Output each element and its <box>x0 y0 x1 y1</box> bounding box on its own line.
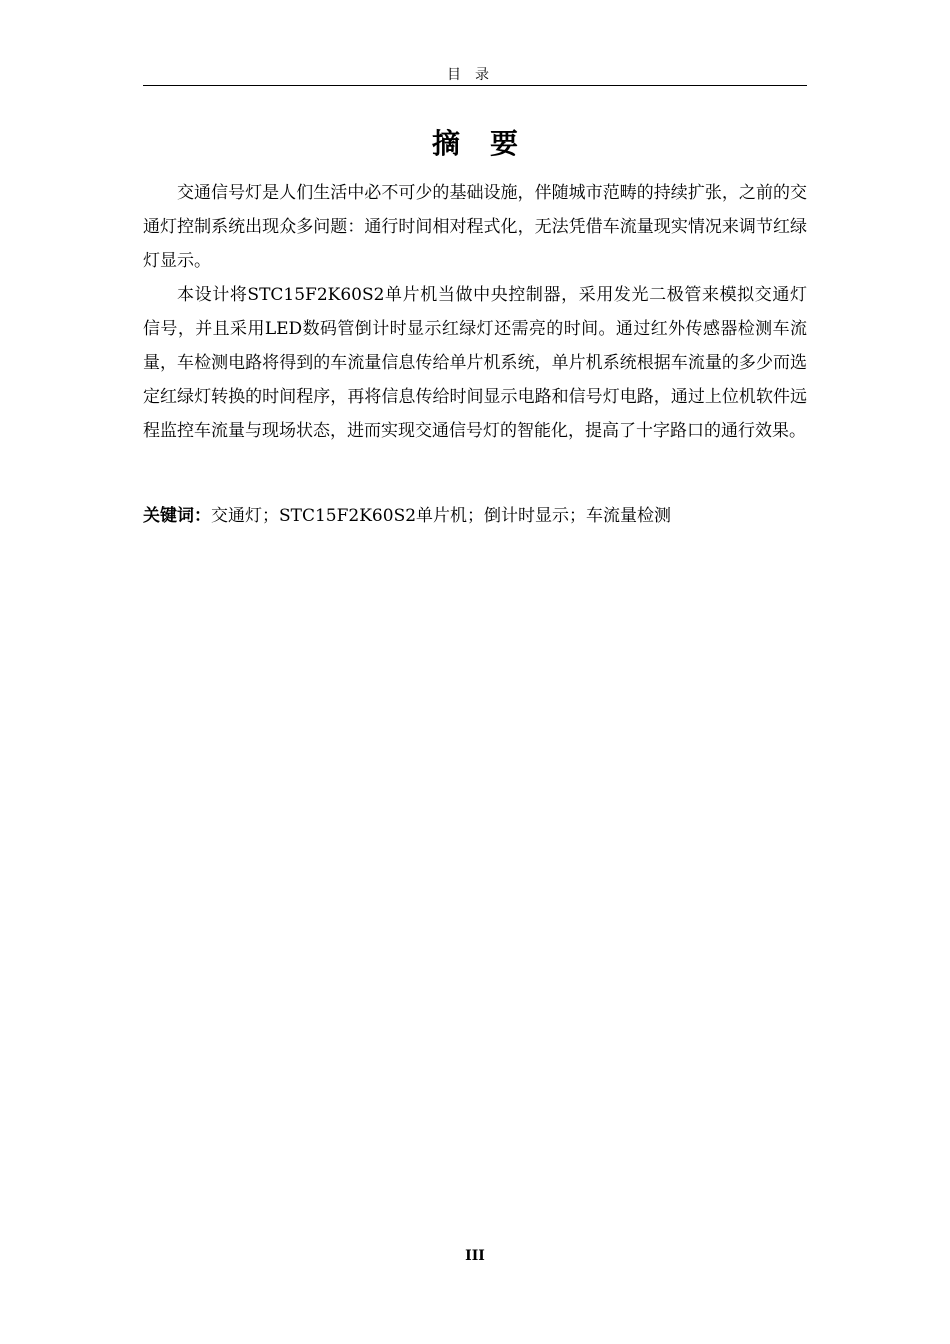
keywords-text: 交通灯；STC15F2K60S2单片机；倒计时显示；车流量检测 <box>211 506 672 526</box>
abstract-paragraph-1: 交通信号灯是人们生活中必不可少的基础设施，伴随城市范畴的持续扩张，之前的交通灯控制系统出现众多问题：通行时间相对程式化，无法凭借车流量现实情况来调节红绿灯显示。 <box>143 183 807 271</box>
keywords-line <box>143 502 807 530</box>
page-number: III <box>465 1248 485 1264</box>
running-header: 目录 <box>447 67 503 83</box>
page-title: 摘要 <box>431 127 548 160</box>
abstract-body <box>143 176 807 448</box>
header-rule <box>143 85 807 86</box>
keywords-label: 关键词： <box>143 506 211 526</box>
abstract-paragraph-2: 本设计将STC15F2K60S2单片机当做中央控制器，采用发光二极管来模拟交通灯信号，并且采用LED数码管倒计时显示红绿灯还需亮的时间。通过红外传感器检测车流量，车检测电路将得到的车流量信息传给单片机系统，单片机系统根据车流量的多少而选定红绿灯转换的时间程序，再将信息传给时间显示电路和信号灯电路，通过上位机软件远程监控车流量与现场状态，进而实现交通信号灯的智能化，提高了十字路口的通行效果。 <box>143 285 807 441</box>
